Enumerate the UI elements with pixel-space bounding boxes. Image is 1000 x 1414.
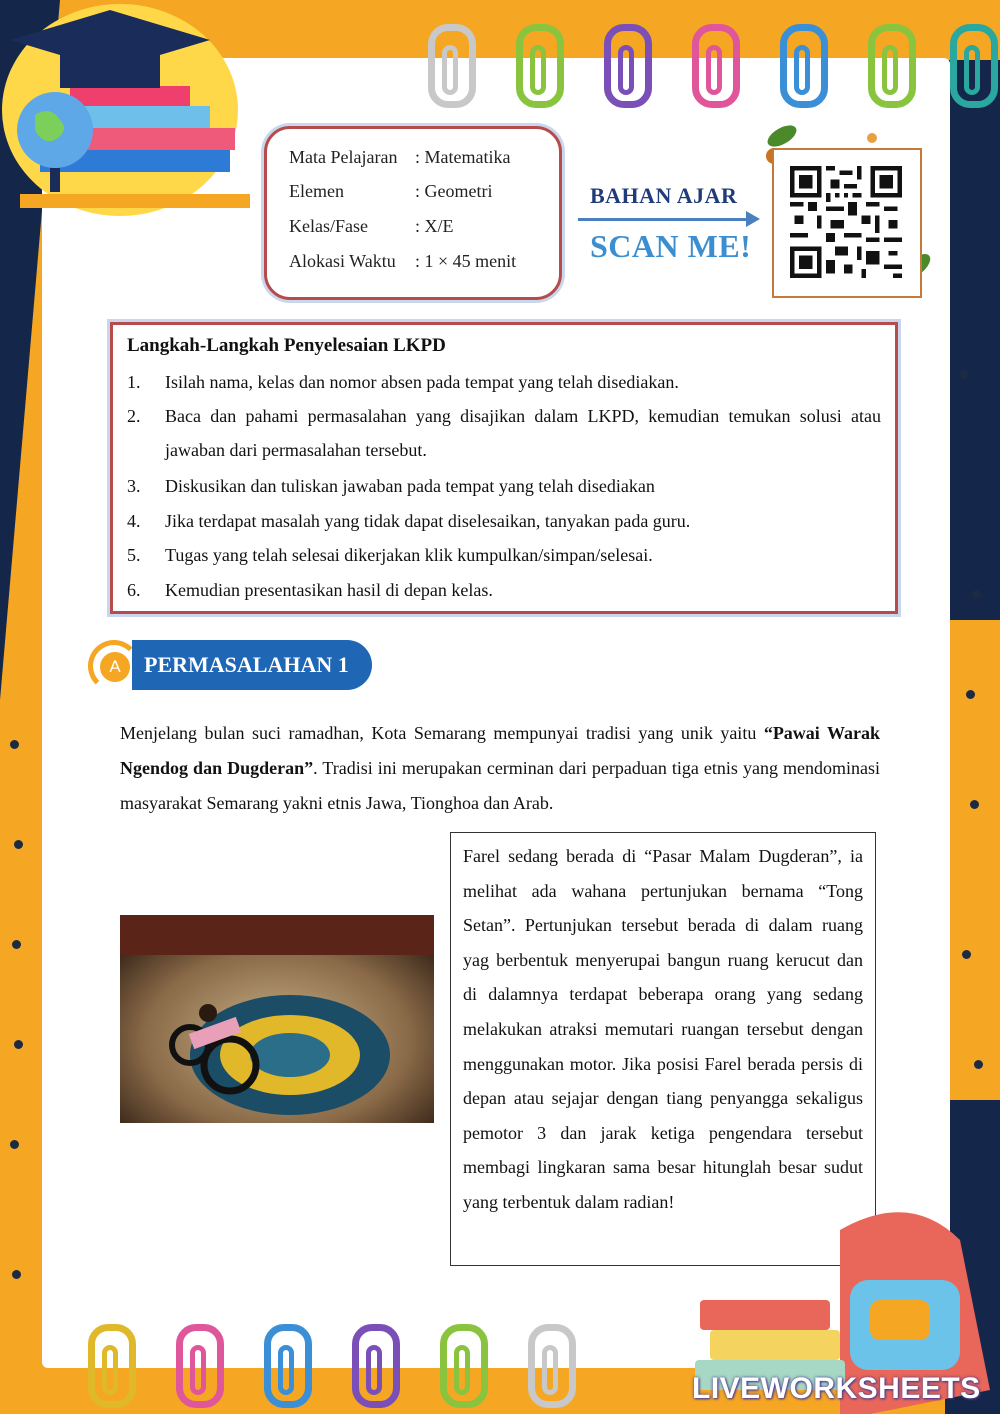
- decor-dot: [14, 1040, 23, 1049]
- paperclip-icon: [528, 1324, 576, 1408]
- time-value: : 1 × 45 menit: [415, 251, 517, 271]
- motorbike-wall-of-death-image: [120, 915, 434, 1123]
- time-row: [289, 251, 517, 272]
- paperclip-icon: [352, 1324, 400, 1408]
- paperclip-icon: [516, 24, 564, 108]
- bahan-ajar-label: BAHAN AJAR: [590, 183, 738, 208]
- subject-label: Mata Pelajaran: [289, 147, 398, 167]
- step-number: 5.: [127, 545, 141, 565]
- tong-setan-photo: [120, 915, 434, 1123]
- graduation-illustration: [0, 0, 260, 220]
- element-value: : Geometri: [415, 181, 493, 201]
- section-title: [132, 640, 372, 690]
- step-text: Diskusikan dan tuliskan jawaban pada tempat yang telah disediakan: [165, 476, 655, 496]
- paperclip-icon: [428, 24, 476, 108]
- decor-dot: [10, 1140, 19, 1149]
- paperclip-icon: [780, 24, 828, 108]
- element-label: Elemen: [289, 181, 344, 201]
- paperclip-icon: [440, 1324, 488, 1408]
- qr-code-icon: [790, 166, 902, 278]
- class-value: : X/E: [415, 216, 454, 236]
- decor-dot: [962, 950, 971, 959]
- decor-dot: [12, 1270, 21, 1279]
- step-number: 3.: [127, 476, 141, 496]
- step-text: Baca dan pahami permasalahan yang disajikan dalam LKPD, kemudian temukan solusi atau jawaban dari permasalahan tersebut.: [165, 406, 881, 460]
- decor-dot: [972, 590, 981, 599]
- decor-dot: [960, 370, 969, 379]
- scan-me-label[interactable]: SCAN ME!: [590, 228, 752, 264]
- section-letter-badge: A: [100, 652, 130, 682]
- step-text: Isilah nama, kelas dan nomor absen pada tempat yang telah disediakan.: [165, 372, 679, 392]
- step-number: 1.: [127, 372, 141, 392]
- steps-title: Langkah-Langkah Penyelesaian LKPD: [127, 335, 446, 356]
- decor-dot: [10, 740, 19, 749]
- intro-text-1: Menjelang bulan suci ramadhan, Kota Semarang mempunyai tradisi yang unik yaitu: [120, 723, 764, 743]
- decor-dot: [974, 1060, 983, 1069]
- step-number: 2.: [127, 406, 141, 426]
- class-label: Kelas/Fase: [289, 216, 368, 236]
- step-number: 4.: [127, 511, 141, 531]
- subject-value: : Matematika: [415, 147, 511, 167]
- step-text: Tugas yang telah selesai dikerjakan klik kumpulkan/simpan/selesai.: [165, 545, 653, 565]
- element-row: [289, 181, 493, 202]
- lkpd-steps-box: [110, 322, 898, 614]
- decor-dot: [966, 690, 975, 699]
- lesson-info-box: [264, 126, 562, 300]
- decor-dot: [12, 940, 21, 949]
- intro-bold-text: “Pawai Warak Ngendog dan Dugderan”: [120, 723, 880, 778]
- intro-text-2: . Tradisi ini merupakan cerminan dari perpaduan tiga etnis yang mendominasi masyarakat Semarang yakni etnis Jawa, Tionghoa dan Arab.: [120, 758, 880, 813]
- paperclip-icon: [950, 24, 998, 108]
- paperclip-icon: [604, 24, 652, 108]
- time-label: Alokasi Waktu: [289, 251, 396, 271]
- paperclip-icon: [692, 24, 740, 108]
- background-navy-strip: [945, 60, 1000, 620]
- qr-code[interactable]: [772, 148, 922, 298]
- paperclip-icon: [868, 24, 916, 108]
- subject-row: [289, 147, 511, 168]
- step-number: 6.: [127, 580, 141, 600]
- arrow-icon: [578, 218, 748, 221]
- decor-dot: [970, 800, 979, 809]
- class-row: [289, 216, 454, 237]
- paperclip-icon: [176, 1324, 224, 1408]
- step-text: Kemudian presentasikan hasil di depan kelas.: [165, 580, 493, 600]
- paperclip-icon: [264, 1324, 312, 1408]
- step-text: Jika terdapat masalah yang tidak dapat diselesaikan, tanyakan pada guru.: [165, 511, 691, 531]
- story-text: Farel sedang berada di “Pasar Malam Dugderan”, ia melihat ada wahana pertunjukan bernama “Tong Setan”. Pertunjukan tersebut berada di dalam ruang yag berbentuk menyerupai bangun ruang kerucut dan di dalamnya terdapat beberapa orang yang sedang melakukan atraksi memutari ruangan tersebut dengan menggunakan motor. Jika posisi Farel berada persis di depan atau sejajar dengan tiang penyangga sekaligus pemotor 3 dan jarak ketiga pengendara tersebut membagi lingkaran sama besar hitunglah besar sudut yang terbentuk dalam radian!: [463, 846, 863, 1212]
- intro-paragraph: [120, 716, 880, 821]
- section-title-text: PERMASALAHAN 1: [144, 652, 349, 677]
- paperclip-icon: [88, 1324, 136, 1408]
- decor-dot: [14, 840, 23, 849]
- liveworksheets-logo: LIVEWORKSHEETS: [692, 1372, 981, 1405]
